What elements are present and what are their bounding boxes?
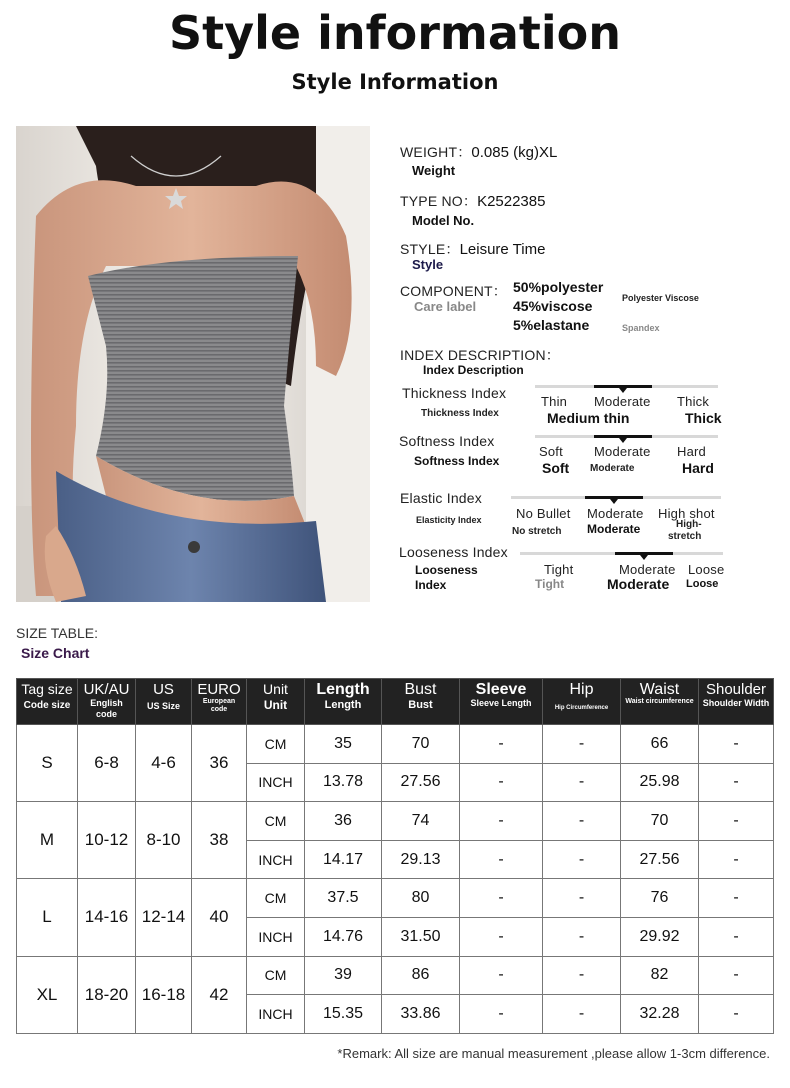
header-euro: EURO European code <box>192 679 247 725</box>
measure-cell: 80 <box>382 879 460 918</box>
looseness-option-tight: Tight <box>544 562 574 577</box>
elastic-selected-3: High- <box>676 519 702 530</box>
elastic-selected-4: stretch <box>668 531 702 542</box>
product-photo <box>16 126 370 602</box>
table-row <box>17 879 774 918</box>
measure-cell: 82 <box>621 956 699 995</box>
component-line-3: 5%elastane <box>513 317 590 333</box>
measure-cell: 29.92 <box>621 917 699 956</box>
header-bust: Bust Bust <box>382 679 460 725</box>
looseness-sub-1: Looseness <box>415 563 478 577</box>
measure-cell: - <box>460 917 543 956</box>
unit-cell: CM <box>247 725 305 764</box>
measure-cell: 86 <box>382 956 460 995</box>
measure-cell: - <box>699 840 774 879</box>
size-us-cell: 12-14 <box>136 879 192 956</box>
looseness-scale-pointer <box>640 555 648 560</box>
header-shoulder: Shoulder Shoulder Width <box>699 679 774 725</box>
measure-cell: 29.13 <box>382 840 460 879</box>
elastic-option-moderate: Moderate <box>587 506 644 521</box>
looseness-label: Looseness Index <box>399 544 508 560</box>
page-subtitle: Style Information <box>291 70 499 94</box>
measure-cell: 27.56 <box>382 763 460 802</box>
measure-cell: 35 <box>305 725 382 764</box>
thickness-selected-2: Thick <box>685 410 722 426</box>
thickness-selected-1: Medium thin <box>547 410 630 426</box>
measure-cell: 15.35 <box>305 995 382 1034</box>
measure-cell: - <box>543 725 621 764</box>
softness-option-hard: Hard <box>677 444 706 459</box>
looseness-selected-2: Moderate <box>607 576 670 592</box>
size-uk-cell: 6-8 <box>78 725 136 802</box>
header-us: US US Size <box>136 679 192 725</box>
softness-selected-2: Moderate <box>590 463 635 474</box>
weight-sub: Weight <box>412 163 456 178</box>
measure-cell: 66 <box>621 725 699 764</box>
size-euro-cell: 38 <box>192 802 247 879</box>
size-uk-cell: 10-12 <box>78 802 136 879</box>
size-us-cell: 8-10 <box>136 802 192 879</box>
product-photo-illustration <box>16 126 370 602</box>
thickness-option-thin: Thin <box>541 394 568 409</box>
unit-cell: INCH <box>247 917 305 956</box>
unit-cell: CM <box>247 879 305 918</box>
measure-cell: - <box>460 725 543 764</box>
measure-cell: - <box>543 802 621 841</box>
softness-sub: Softness Index <box>414 454 500 468</box>
elastic-label: Elastic Index <box>400 490 482 506</box>
softness-selected-3: Hard <box>682 460 714 476</box>
elastic-scale-pointer <box>610 499 618 504</box>
elastic-option-no-bullet: No Bullet <box>516 506 571 521</box>
measure-cell: - <box>699 917 774 956</box>
softness-selected-1: Soft <box>542 460 570 476</box>
measure-cell: - <box>699 879 774 918</box>
measure-cell: - <box>543 879 621 918</box>
component-line-2: 45%viscose <box>513 298 593 314</box>
size-us-cell: 16-18 <box>136 956 192 1033</box>
unit-cell: INCH <box>247 995 305 1034</box>
size-euro-cell: 40 <box>192 879 247 956</box>
softness-label: Softness Index <box>399 433 495 449</box>
unit-cell: CM <box>247 802 305 841</box>
type-no-value: K2522385 <box>477 193 546 210</box>
measure-cell: 39 <box>305 956 382 995</box>
measure-cell: - <box>699 725 774 764</box>
size-table-body <box>17 725 774 1034</box>
size-tag-cell: L <box>17 879 78 956</box>
header-uk-au: UK/AU English code <box>78 679 136 725</box>
elastic-selected-1: No stretch <box>512 526 562 537</box>
index-description-sub: Index Description <box>423 363 524 377</box>
table-row <box>17 725 774 764</box>
measure-cell: - <box>460 995 543 1034</box>
measure-cell: - <box>543 956 621 995</box>
softness-scale-pointer <box>619 438 627 443</box>
header-sleeve: Sleeve Sleeve Length <box>460 679 543 725</box>
size-tag-cell: S <box>17 725 78 802</box>
looseness-option-moderate: Moderate <box>619 562 676 577</box>
elastic-sub: Elasticity Index <box>416 515 482 525</box>
measure-cell: 31.50 <box>382 917 460 956</box>
unit-cell: INCH <box>247 763 305 802</box>
header-length: Length Length <box>305 679 382 725</box>
size-euro-cell: 36 <box>192 725 247 802</box>
component-line-1: 50%polyester <box>513 279 604 295</box>
measure-cell: - <box>543 917 621 956</box>
measure-cell: 36 <box>305 802 382 841</box>
elastic-option-high-shot: High shot <box>658 506 715 521</box>
measure-cell: - <box>460 840 543 879</box>
measure-cell: 27.56 <box>621 840 699 879</box>
header-unit: Unit Unit <box>247 679 305 725</box>
thickness-scale-pointer <box>619 388 627 393</box>
measure-cell: - <box>543 763 621 802</box>
weight-value: 0.085 (kg)XL <box>471 144 558 161</box>
thickness-option-thick: Thick <box>677 394 710 409</box>
type-no-sub: Model No. <box>412 213 475 228</box>
measure-cell: - <box>699 763 774 802</box>
measure-cell: - <box>543 840 621 879</box>
measure-cell: - <box>460 879 543 918</box>
measure-cell: 13.78 <box>305 763 382 802</box>
size-table-label: SIZE TABLE: <box>16 625 98 641</box>
measure-cell: - <box>543 995 621 1034</box>
component-note-2: Spandex <box>622 323 660 333</box>
looseness-sub-2: Index <box>415 578 447 592</box>
remark-note: *Remark: All size are manual measurement ,please allow 1-3cm difference. <box>337 1046 770 1061</box>
softness-option-soft: Soft <box>539 444 563 459</box>
measure-cell: 74 <box>382 802 460 841</box>
unit-cell: CM <box>247 956 305 995</box>
style-sub: Style <box>412 257 444 272</box>
thickness-label: Thickness Index <box>402 385 507 401</box>
measure-cell: 76 <box>621 879 699 918</box>
size-tag-cell: M <box>17 802 78 879</box>
measure-cell: - <box>699 956 774 995</box>
table-row <box>17 802 774 841</box>
size-tag-cell: XL <box>17 956 78 1033</box>
looseness-selected-3: Loose <box>686 578 719 590</box>
measure-cell: - <box>460 763 543 802</box>
style-label: STYLE： <box>400 241 460 257</box>
size-table-header <box>17 679 774 725</box>
size-euro-cell: 42 <box>192 956 247 1033</box>
component-label: COMPONENT： <box>400 283 507 299</box>
index-description-label: INDEX DESCRIPTION： <box>400 347 560 363</box>
header-tag-size: Tag size Code size <box>17 679 78 725</box>
elastic-selected-2: Moderate <box>587 522 641 536</box>
measure-cell: 70 <box>382 725 460 764</box>
measure-cell: 14.76 <box>305 917 382 956</box>
thickness-option-moderate: Moderate <box>594 394 651 409</box>
measure-cell: 14.17 <box>305 840 382 879</box>
looseness-selected-1: Tight <box>535 577 565 591</box>
unit-cell: INCH <box>247 840 305 879</box>
size-us-cell: 4-6 <box>136 725 192 802</box>
measure-cell: 70 <box>621 802 699 841</box>
measure-cell: 37.5 <box>305 879 382 918</box>
measure-cell: 25.98 <box>621 763 699 802</box>
size-uk-cell: 18-20 <box>78 956 136 1033</box>
type-no-label: TYPE NO： <box>400 193 478 209</box>
weight-label: WEIGHT： <box>400 144 472 160</box>
table-row <box>17 956 774 995</box>
page-title: Style information <box>169 6 621 60</box>
looseness-option-loose: Loose <box>688 562 725 577</box>
style-value: Leisure Time <box>459 241 546 258</box>
measure-cell: - <box>699 995 774 1034</box>
measure-cell: 33.86 <box>382 995 460 1034</box>
measure-cell: - <box>699 802 774 841</box>
header-hip: Hip Hip Circumference <box>543 679 621 725</box>
measure-cell: 32.28 <box>621 995 699 1034</box>
size-table <box>16 678 774 1034</box>
measure-cell: - <box>460 802 543 841</box>
header-waist: Waist Waist circumference <box>621 679 699 725</box>
softness-option-moderate: Moderate <box>594 444 651 459</box>
size-uk-cell: 14-16 <box>78 879 136 956</box>
component-sub: Care label <box>414 299 477 314</box>
size-chart-label: Size Chart <box>21 645 90 661</box>
thickness-sub: Thickness Index <box>421 408 499 419</box>
component-note-1: Polyester Viscose <box>622 293 699 303</box>
measure-cell: - <box>460 956 543 995</box>
